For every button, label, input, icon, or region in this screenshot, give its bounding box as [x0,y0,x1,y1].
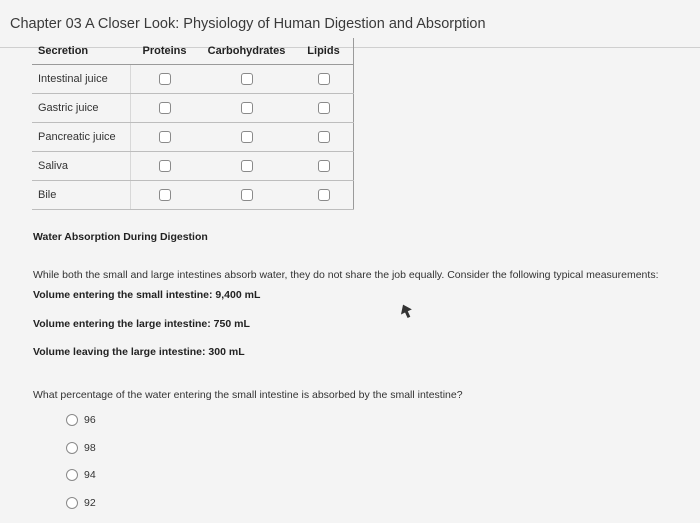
answer-option-98[interactable] [66,442,96,454]
intestinal-juice-lipids-checkbox[interactable] [318,73,330,85]
table-row [32,181,353,210]
radio-button[interactable] [66,414,78,426]
table-row [32,152,353,181]
question-text: What percentage of the water entering the small intestine is absorbed by the small intestine? [33,389,463,401]
radio-button[interactable] [66,442,78,454]
column-header-proteins: Proteins [131,38,199,65]
table-row [32,94,353,123]
answer-option-96[interactable] [66,414,96,426]
measurement-large-intestine-out: Volume leaving the large intestine: 300 mL [33,346,245,358]
intestinal-juice-proteins-checkbox[interactable] [159,73,171,85]
bile-carbohydrates-checkbox[interactable] [241,189,253,201]
measurement-large-intestine-in: Volume entering the large intestine: 750 mL [33,318,250,330]
gastric-juice-proteins-checkbox[interactable] [159,102,171,114]
radio-button[interactable] [66,497,78,509]
gastric-juice-carbohydrates-checkbox[interactable] [241,102,253,114]
answer-option-92[interactable] [66,497,96,509]
pancreatic-juice-proteins-checkbox[interactable] [159,131,171,143]
mouse-cursor-icon [400,304,412,318]
measurement-small-intestine-in: Volume entering the small intestine: 9,400 mL [33,289,261,301]
intestinal-juice-carbohydrates-checkbox[interactable] [241,73,253,85]
section-title: Water Absorption During Digestion [33,231,208,243]
table-row [32,123,353,152]
saliva-proteins-checkbox[interactable] [159,160,171,172]
column-header-lipids: Lipids [295,38,354,65]
chapter-title: Chapter 03 A Closer Look: Physiology of Human Digestion and Absorption [10,16,486,32]
saliva-lipids-checkbox[interactable] [318,160,330,172]
row-label-saliva: Saliva [32,152,131,181]
table-row [32,65,353,94]
row-label-bile: Bile [32,181,131,210]
pancreatic-juice-lipids-checkbox[interactable] [318,131,330,143]
section-intro: While both the small and large intestines absorb water, they do not share the job equally. Consider the following typical measurements: [33,269,659,281]
row-label-gastric-juice: Gastric juice [32,94,131,123]
option-label: 96 [84,414,96,426]
option-label: 92 [84,497,96,509]
pancreatic-juice-carbohydrates-checkbox[interactable] [241,131,253,143]
column-header-secretion: Secretion [32,38,131,65]
row-label-pancreatic-juice: Pancreatic juice [32,123,131,152]
radio-button[interactable] [66,469,78,481]
bile-lipids-checkbox[interactable] [318,189,330,201]
column-header-carbohydrates: Carbohydrates [199,38,295,65]
gastric-juice-lipids-checkbox[interactable] [318,102,330,114]
secretion-table [32,38,354,210]
table-header-row [32,38,353,65]
option-label: 98 [84,442,96,454]
option-label: 94 [84,469,96,481]
answer-option-94[interactable] [66,469,96,481]
bile-proteins-checkbox[interactable] [159,189,171,201]
saliva-carbohydrates-checkbox[interactable] [241,160,253,172]
row-label-intestinal-juice: Intestinal juice [32,65,131,94]
